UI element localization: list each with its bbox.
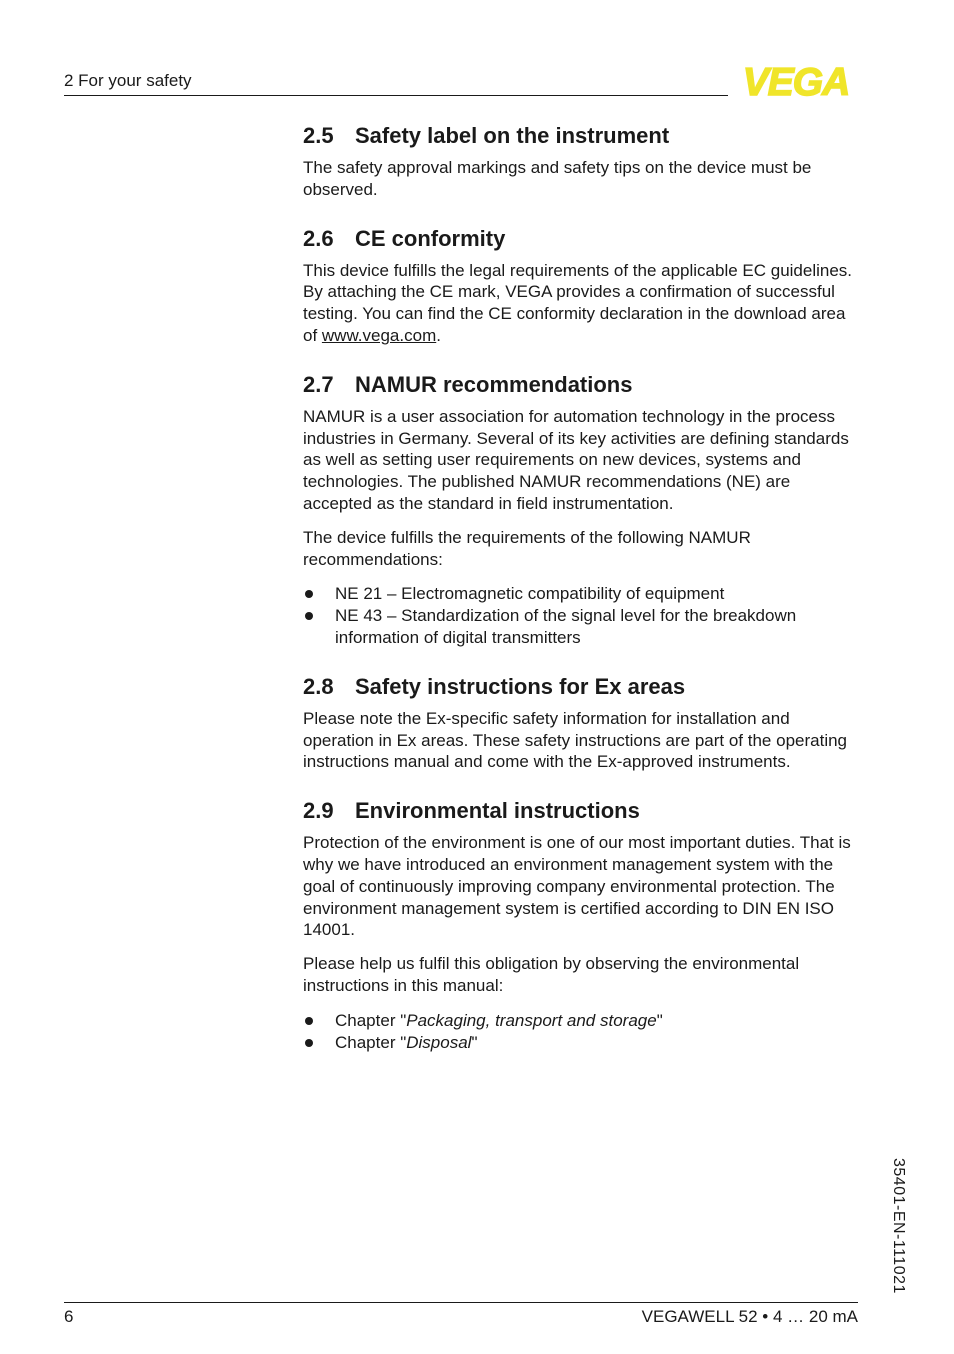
section-heading: 2.7 NAMUR recommendations [303,371,633,397]
section-2-6 [303,223,863,347]
paragraph: The safety approval markings and safety tips on the device must be observed. [303,158,812,199]
section-heading: 2.5 Safety label on the instrument [303,123,670,148]
bullet-icon [305,1017,313,1025]
list-item: Chapter "Packaging, transport and storage" [303,1010,863,1032]
namur-list [303,583,863,648]
vega-logo [734,64,858,98]
section-2-8 [303,671,863,773]
header-rule [64,95,728,96]
main-content [303,120,863,1075]
list-item: NE 43 – Standardization of the signal level for the breakdown information of digital transmitters [303,605,863,649]
paragraph: Please note the Ex-specific safety information for installation and operation in Ex areas. These safety instructions are part of the operating instructions manual and come with the Ex-approved instruments. [303,708,847,772]
bullet-icon [305,590,313,598]
paragraph: Please help us fulfil this obligation by observing the environmental instructions in this manual: [303,954,800,995]
svg-text:VEGA: VEGA [742,64,850,98]
chapter-list [303,1010,863,1054]
section-heading: 2.8 Safety instructions for Ex areas [303,673,686,699]
paragraph: NAMUR is a user association for automation technology in the process industries in Germany. Several of its key activities are defining standards as well as setting user requirements on new devices, systems and technologies. The published NAMUR recommendations (NE) are accepted as the standard in field instrumentation. [303,406,849,513]
page-number: 6 [64,1307,74,1326]
paragraph: This device fulfills the legal requirements of the applicable EC guidelines. By attaching the CE mark, VEGA provides a confirmation of successful testing. You can find the CE conformity declaration in the download area of www.vega.com. [303,260,853,345]
list-item: Chapter "Disposal" [303,1032,863,1054]
bullet-icon [305,1039,313,1047]
section-2-9 [303,795,863,1053]
running-header: 2 For your safety [64,71,192,90]
list-item: NE 21 – Electromagnetic compatibility of equipment [303,583,863,605]
paragraph: Protection of the environment is one of our most important duties. That is why we have introduced an environment management system with the goal of continuously improving company environmental protection. The environment management system is certified according to DIN EN ISO 14001. [303,833,851,940]
bullet-icon [305,612,313,620]
vega-website-link[interactable]: www.vega.com [321,325,437,345]
footer-rule [64,1302,858,1303]
section-heading: 2.9 Environmental instructions [303,798,640,824]
document-code: 35401-EN-111021 [890,1158,907,1294]
product-name: VEGAWELL 52 • 4 … 20 mA [641,1307,858,1326]
section-2-5 [303,120,863,201]
paragraph: The device fulfills the requirements of the following NAMUR recommendations: [303,527,751,569]
section-2-7 [303,369,863,649]
section-heading: 2.6 CE conformity [303,225,506,251]
